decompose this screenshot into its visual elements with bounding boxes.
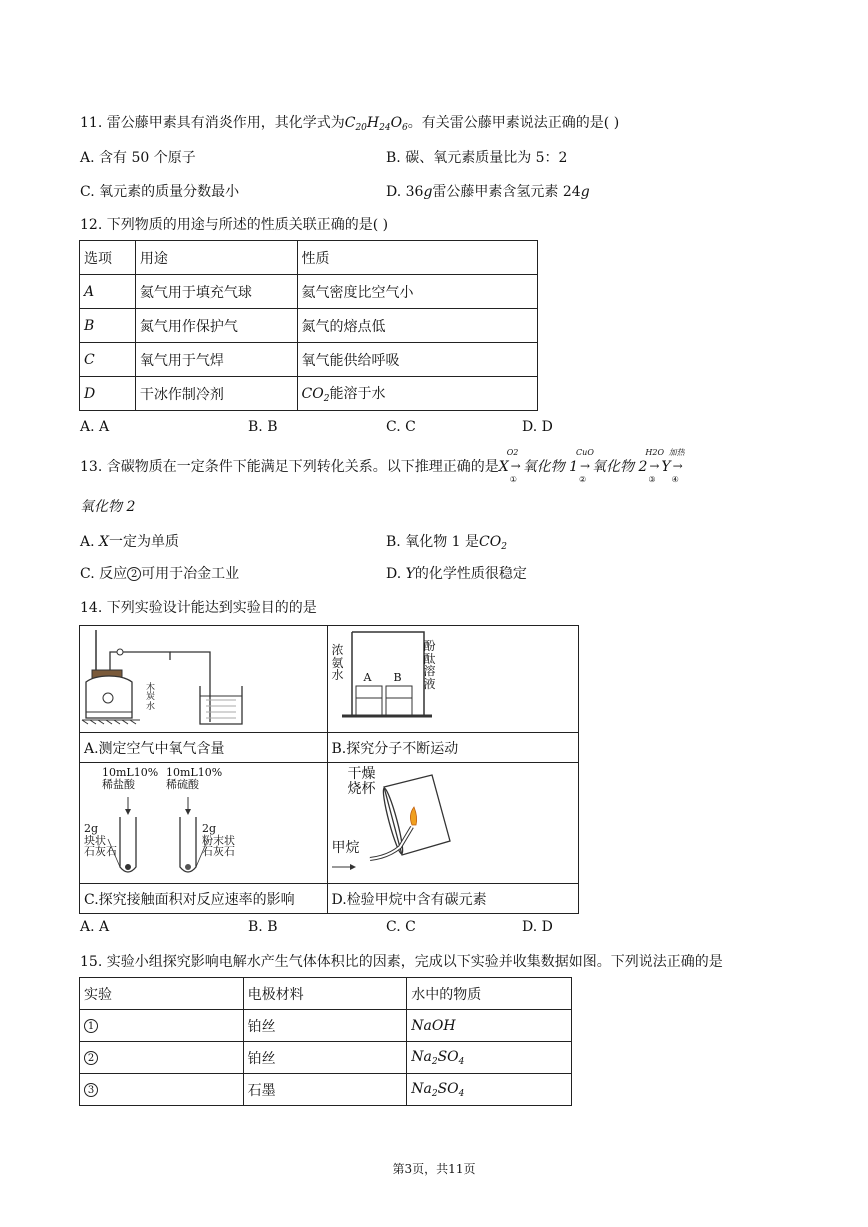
table-row <box>80 275 538 309</box>
table-cell: $CO_2$能溶于水 <box>297 377 537 411</box>
table-cell: 2 <box>80 1042 244 1074</box>
figure-c-label-solid1: 2g 块状 石灰石 <box>84 822 117 859</box>
table-cell: A <box>80 275 136 309</box>
table-cell: 氧气用于气焊 <box>135 343 297 377</box>
table-header: 用途 <box>135 241 297 275</box>
table-cell: C <box>80 343 136 377</box>
table-header: 选项 <box>80 241 136 275</box>
table-row <box>80 343 538 377</box>
q13-option-d[interactable]: D. Y的化学性质很稳定 <box>386 566 527 582</box>
q13-option-a[interactable]: A. X一定为单质 <box>80 534 179 550</box>
cell-a-caption: A.测定空气中氧气含量 <box>80 733 328 763</box>
q13-chain-x: X <box>498 459 509 475</box>
q13-option-b[interactable]: B. 氧化物 1 是$CO_2$ <box>386 534 507 552</box>
reaction-arrow: → H2O ③ <box>645 448 665 484</box>
q12-answer-b[interactable]: B. B <box>248 419 278 435</box>
reaction-arrow: → CuO ② <box>576 448 594 484</box>
q14-table <box>79 625 579 914</box>
q11-option-d[interactable]: D. 36g雷公藤甲素含氢元素 24g <box>386 184 590 200</box>
figure-c-cell <box>80 763 328 884</box>
table-cell: 石墨 <box>243 1074 407 1106</box>
q14-answer-d[interactable]: D. D <box>522 919 553 935</box>
cell-d-caption: D.检验甲烷中含有碳元素 <box>327 884 579 914</box>
q15-table <box>79 977 572 1106</box>
table-cell: 3 <box>80 1074 244 1106</box>
table-row <box>80 1042 572 1074</box>
reaction-arrow: → O2 ① <box>506 448 521 484</box>
table-cell: 氦气用于填充气球 <box>135 275 297 309</box>
q14-answer-b[interactable]: B. B <box>248 919 278 935</box>
table-cell: 干冰作制冷剂 <box>135 377 297 411</box>
q12-table <box>79 240 538 411</box>
table-cell: 氮气的熔点低 <box>297 309 537 343</box>
table-header-row <box>80 241 538 275</box>
figure-a-cell <box>80 626 328 733</box>
figure-b-label-phenolphthalein: 酚酞溶液 <box>423 639 436 691</box>
q11-stem: 11. 雷公藤甲素具有消炎作用，其化学式为$C_{20}H_{24}O_6$。有关雷公藤甲素说法正确的是( ) <box>80 115 620 133</box>
oxygen-measurement-apparatus <box>80 626 326 728</box>
table-row <box>80 1074 572 1106</box>
figure-d-label-methane: 甲烷 <box>331 840 360 856</box>
q14-answer-c[interactable]: C. C <box>386 919 416 935</box>
table-header: 电极材料 <box>243 978 407 1010</box>
q12-stem: 12. 下列物质的用途与所述的性质关联正确的是( ) <box>80 217 389 233</box>
table-cell: B <box>80 309 136 343</box>
figure-b-cell <box>327 626 579 733</box>
table-header: 水中的物质 <box>407 978 572 1010</box>
table-row <box>80 377 538 411</box>
figure-c-label-solid2: 2g 粉末状 石灰石 <box>202 822 235 859</box>
table-cell: 铂丝 <box>243 1042 407 1074</box>
cell-b-caption: B.探究分子不断运动 <box>327 733 579 763</box>
q13-option-c[interactable]: C. 反应 2 可用于冶金工业 <box>80 566 240 582</box>
table-cell: 铂丝 <box>243 1010 407 1042</box>
q12-answer-c[interactable]: C. C <box>386 419 416 435</box>
table-row <box>80 1010 572 1042</box>
table-cell: 氦气密度比空气小 <box>297 275 537 309</box>
figure-b-label-ammonia: 浓氨水 <box>331 643 344 683</box>
table-cell: 氧气能供给呼吸 <box>297 343 537 377</box>
q13-stem: 13. 含碳物质在一定条件下能满足下列转化关系。以下推理正确的是X → O2 ① 氧化物 1 → CuO ② 氧化物 2 → H2O ③ Y → 加热 ④ <box>80 448 685 484</box>
table-header: 性质 <box>297 241 537 275</box>
q11-option-c[interactable]: C. 氧元素的质量分数最小 <box>80 184 240 200</box>
table-row <box>80 309 538 343</box>
q13-chain-continued: 氧化物 2 <box>80 499 136 515</box>
q14-stem: 14. 下列实验设计能达到实验目的的是 <box>80 600 317 616</box>
q11-option-b[interactable]: B. 碳、氧元素质量比为 5：2 <box>386 150 568 166</box>
figure-c-label-acid1: 10mL10% 稀盐酸 <box>102 766 159 791</box>
figure-d-cell <box>327 763 579 884</box>
page-footer: 第3页，共11页 <box>392 1162 476 1176</box>
figure-d-label-beaker: 干燥 烧杯 <box>347 766 376 797</box>
table-cell: 氮气用作保护气 <box>135 309 297 343</box>
figure-b-label-b: B <box>393 671 402 684</box>
table-header: 实验 <box>80 978 244 1010</box>
q11-formula: $C_{20}H_{24}O_6$ <box>344 115 408 133</box>
table-cell: $Na_2SO_4$ <box>407 1042 572 1074</box>
reaction-arrow: → 加热 ④ <box>668 448 685 484</box>
figure-b-label-a: A <box>363 671 372 684</box>
table-cell: NaOH <box>407 1010 572 1042</box>
table-cell: 1 <box>80 1010 244 1042</box>
q14-answer-a[interactable]: A. A <box>80 919 110 935</box>
figure-c-label-acid2: 10mL10% 稀硫酸 <box>166 766 223 791</box>
table-cell: D <box>80 377 136 411</box>
q11-option-a[interactable]: A. 含有 50 个原子 <box>80 150 196 166</box>
q12-answer-a[interactable]: A. A <box>80 419 110 435</box>
figure-a-label: 木炭水 <box>146 683 156 712</box>
cell-c-caption: C.探究接触面积对反应速率的影响 <box>80 884 328 914</box>
q12-answer-d[interactable]: D. D <box>522 419 553 435</box>
q15-stem: 15. 实验小组探究影响电解水产生气体体积比的因素，完成以下实验并收集数据如图。下列说法正确的是 <box>80 954 723 970</box>
table-cell: $Na_2SO_4$ <box>407 1074 572 1106</box>
